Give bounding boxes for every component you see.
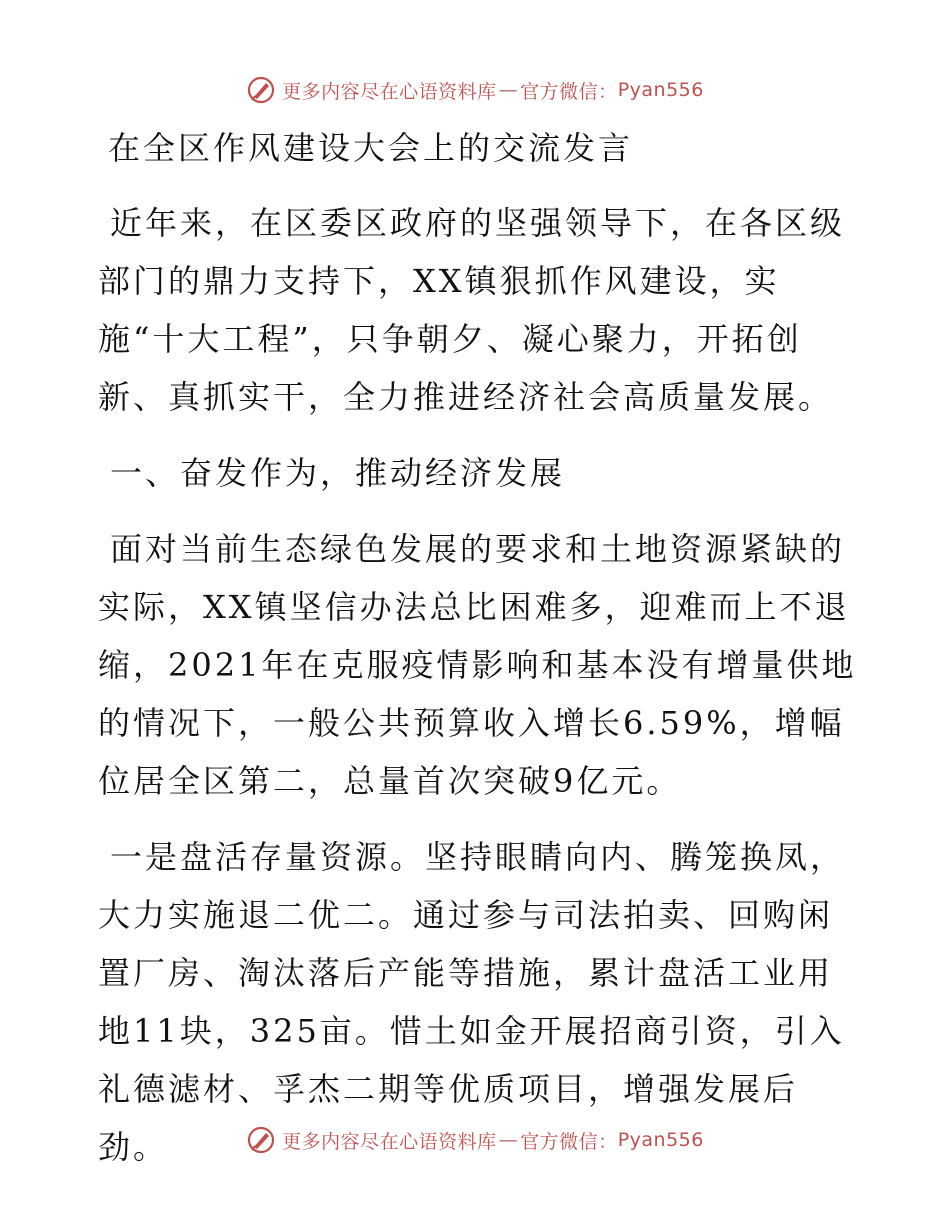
document-body	[98, 120, 858, 1194]
footer-watermark-banner	[0, 1120, 950, 1160]
banner-site-text: 更多内容尽在心语资料库	[282, 80, 497, 103]
quill-logo-icon	[246, 75, 276, 105]
banner-account: Pyan556	[617, 79, 704, 101]
quill-logo-icon	[246, 1125, 276, 1155]
banner-site-text: 更多内容尽在心语资料库	[282, 1130, 497, 1153]
header-watermark-banner	[0, 70, 950, 110]
paragraph-point-one: 一是盘活存量资源。坚持眼睛向内、腾笼换凤，大力实施退二优二。通过参与司法拍卖、回购闲置厂房、淘汰落后产能等措施，累计盘活工业用地11块，325亩。惜土如金开展招商引资，引入礼德滤材、孚杰二期等优质项目，增强发展后劲。	[98, 838, 846, 1166]
paragraph-intro: 近年来，在区委区政府的坚强领导下，在各区级部门的鼎力支持下，XX镇狠抓作风建设，实施“十大工程”，只争朝夕、凝心聚力，开拓创新、真抓实干，全力推进经济社会高质量发展。	[98, 204, 846, 416]
banner-wechat-label: 官方微信：	[520, 80, 618, 103]
section-heading: 一、奋发作为，推动经济发展	[110, 454, 566, 492]
banner-account: Pyan556	[617, 1129, 704, 1151]
paragraph-section-body: 面对当前生态绿色发展的要求和土地资源紧缺的实际，XX镇坚信办法总比困难多，迎难而上不退缩，2021年在克服疫情影响和基本没有增量供地的情况下，一般公共预算收入增长6.59%，增幅位居全区第二，总量首次突破9亿元。	[98, 530, 857, 800]
banner-separator: —	[498, 1129, 519, 1151]
banner-wechat-label: 官方微信：	[520, 1130, 618, 1153]
document-title: 在全区作风建设大会上的交流发言	[108, 129, 634, 167]
banner-separator: —	[498, 79, 519, 101]
